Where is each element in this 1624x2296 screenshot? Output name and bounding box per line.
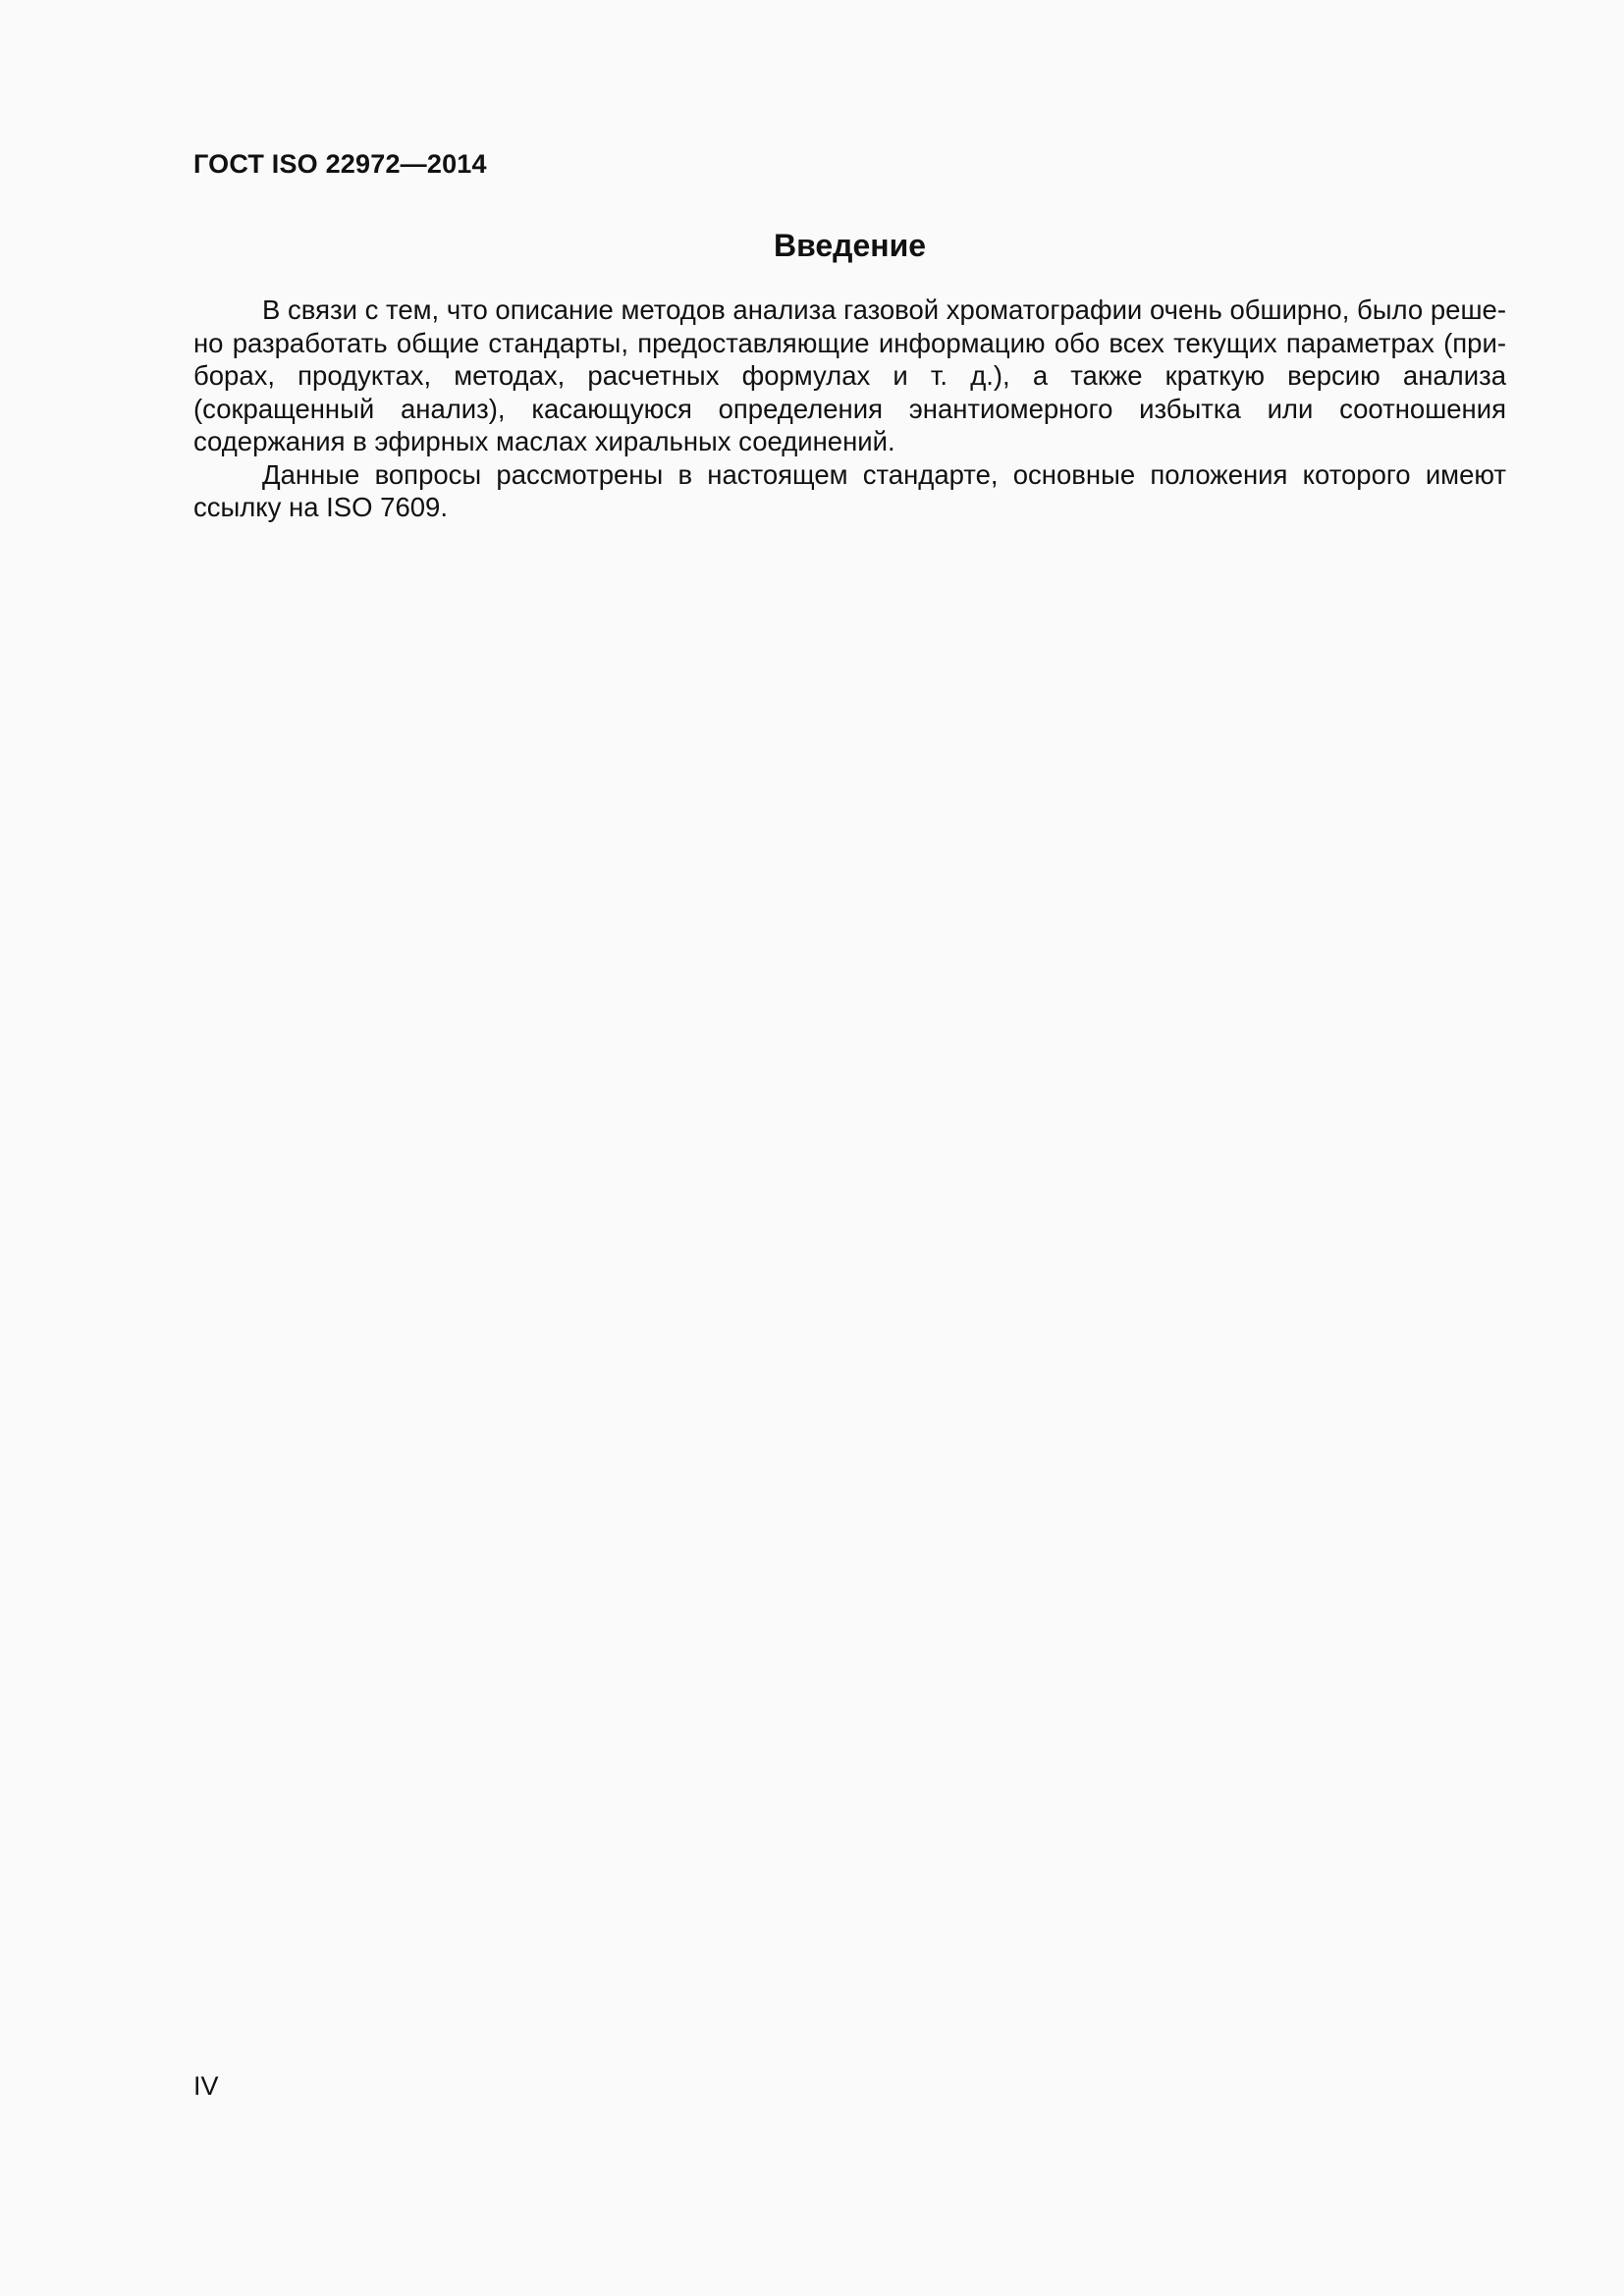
page-number: IV — [193, 2071, 219, 2101]
paragraph: Данные вопросы рассмотрены в настоящем стандарте, основные положения которого имеют ссылку на ISO 7609. — [193, 458, 1506, 522]
section-title: Введение — [773, 228, 927, 263]
section-body — [193, 294, 1506, 524]
paragraph: В связи с тем, что описание методов анализа газовой хроматографии очень обширно, было решено разработать общие стандарты, предоставляющие информацию обо всех текущих параметрах (приборах, продуктах, методах, расчетных формулах и т. д.), а также краткую версию анализа (сокращенный анализ), касающуюся определения энантиомерного избытка или соотношения содержания в эфирных маслах хиральных соединений. — [193, 294, 1506, 456]
document-code: ГОСТ ISO 22972—2014 — [193, 149, 487, 179]
